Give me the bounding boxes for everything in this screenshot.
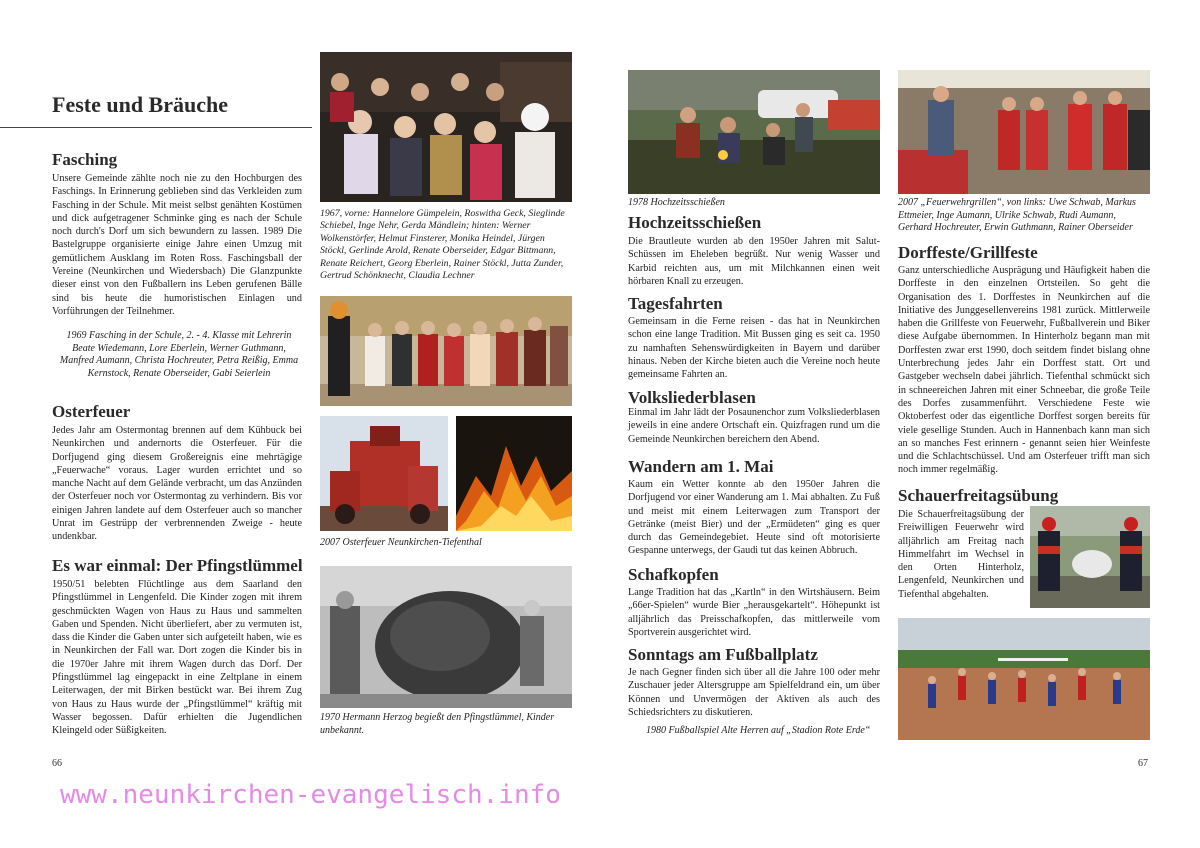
- caption-pfingstluemmel: 1970 Hermann Herzog begießt den Pfingstlümmel, Kinder unbekannt.: [320, 712, 555, 736]
- photo-fasching-1969: [320, 296, 572, 406]
- heading-hochzeitsschiessen: Hochzeitsschießen: [628, 213, 762, 232]
- heading-wandern: Wandern am 1. Mai: [628, 457, 774, 476]
- heading-osterfeuer: Osterfeuer: [52, 402, 131, 421]
- text-schafkopfen: Lange Tradition hat das „Kartln“ in den Wirtshäusern. Beim „66er-Spielen“ wurde Bier „herausgekartelt“. Höhepunkt ist alljährlich das Preisschafkopfen, das mittlerweile vom Sportverein ausgerichtet wird.: [628, 587, 880, 638]
- caption-osterfeuer: 2007 Osterfeuer Neunkirchen-Tiefenthal: [320, 537, 482, 548]
- heading-schauerfreitag: Schauerfreitagsübung: [898, 486, 1059, 505]
- page-number-left: 66: [52, 758, 62, 769]
- text-schauerfreitag: Die Schauerfreitagsübung der Freiwilligen Feuerwehr wird alljährlich am Freitag nach Himmelfahrt im Wechsel in den Orten Hinterholz, Lengenfeld, Neunkirchen und Tiefenthal abgehalten.: [898, 509, 1024, 600]
- page-title: Feste und Bräuche: [52, 92, 228, 117]
- photo-pfingstluemmel: [320, 566, 572, 708]
- text-fussballplatz: Je nach Gegner finden sich über all die Jahre 100 oder mehr Zuschauer jeder Altersgruppe am Spielfeldrand ein, um über Können und Unvermögen der Aktiven als auch des Schiedsrichters zu diskutieren.: [628, 667, 880, 718]
- caption-fasching-1969: 1969 Fasching in der Schule, 2. - 4. Klasse mit Lehrerin Beate Wiedemann, Lore Eberlein, Werner Guthmann, Manfred Aumann, Christa Hochreuter, Petra Reißig, Emma Kernstock, Renate Oberseider, Gabi Seierlein: [59, 330, 299, 379]
- caption-feuerwehrgrillen: 2007 „Feuerwehrgrillen“, von links: Uwe Schwab, Markus Ettmeier, Inge Aumann, Ulrike Schwab, Rudi Aumann, Gerhard Hochreuter, Erwin Guthmann, Rainer Oberseider: [898, 197, 1136, 233]
- photo-osterfeuer-bagger: [320, 416, 448, 531]
- caption-fussballplatz: 1980 Fußballspiel Alte Herren auf „Stadion Rote Erde“: [646, 725, 871, 736]
- photo-feuerwehrgrillen: [898, 70, 1150, 194]
- text-volksliederblasen: Einmal im Jahr lädt der Posaunenchor zum Volksliederblasen jeweils in eine andere Ortschaft ein. Quizfragen rund um die Gemeinde Neunkirchen bereichern den Abend.: [628, 407, 880, 445]
- photo-hochzeitsschiessen: [628, 70, 880, 194]
- text-dorffeste: Ganz unterschiedliche Ausprägung und Häufigkeit haben die Dorffeste in den einzelnen Ortsteilen. So geht die Organisation des 1. Dorffestes in Neunkirchen auf die Initiative des Junggesellenvereins 1981 zurück. Mittlerweile haben die Grillfeste von Feuerwehr, Fußballverein und Biker diese Aufgabe übernommen. In Hinterholz begann man mit Dorffesten zwar erst 1990, doch seitdem findet bislang ohne Unterbrechung jedes Jahr ein Dorffest statt. Ort und Gastgeber wechseln dabei jährlich. Tiefenthal schmückt sich in schneereichen Jahren mit einer Schneebar, die große Teile des Dorfes zusammenführt. Verschiedene Feste wie Oktoberfest oder das eigentliche Dorffest sorgen bereits für viele gesellige Stunden. Auch in Hannenbach kann man sich an so manches Fest erinnern - genannt seien hier Weinfeste und die Schlachtschüssel. Und am Osterfeuer trifft man sich noch immer regelmäßig.: [898, 265, 1150, 476]
- text-fasching: Unsere Gemeinde zählte noch nie zu den Hochburgen des Faschings. In Erinnerung geblieben sind das Verkleiden zum Fasching in der Schule. Mit meist selbst genähten Kostümen und dick aufgetragener Schminke ging es nach der Schule noch durch's Dorf um sich bewundern zu lassen. 1989 Die Bastelgruppe organisierte einige Jahre einen Umzug mit gemütlichem Ausklang im Roten Ross. Faschingsball der Vereine (Neunkirchen und Wiedersbach) Die Glanzpunkte dieser einst von den Fußballern ins Leben gerufenen Bälle sind bis heute die humoristischen Einlagen und Vorführungen der Teilnehmer.: [52, 173, 302, 317]
- watermark-url: www.neunkirchen-evangelisch.info: [60, 780, 561, 810]
- right-page: [600, 0, 1200, 848]
- caption-hochzeitsschiessen: 1978 Hochzeitsschießen: [628, 197, 725, 208]
- text-tagesfahrten: Gemeinsam in die Ferne reisen - das hat in Neunkirchen schon eine lange Tradition. Mit Bussen ging es seit ca. 1950 zu namhaften Sehenswürdigkeiten in Bayern und darüber hinaus. Neben der Kirche bieten auch die Vereine noch heute gemeinsame Fahrten an.: [628, 316, 880, 381]
- photo-schauerfreitag: [1030, 506, 1150, 608]
- photo-fussballspiel: [898, 618, 1150, 740]
- caption-fasching-1967: 1967, vorne: Hannelore Gümpelein, Roswitha Geck, Sieglinde Schiebel, Inge Nehr, Gerda Mändlein; hinten: Werner Wolkenstörfer, Helmut Finsterer, Monika Heindel, Jürgen Stöckl, Gerlinde Arold, Renate Oberseider, Edgar Bittmann, Renate Reichert, Georg Eberlein, Rainer Stöckl, Jutta Zunder, Gertrud Schönknecht, Claudia Lechner: [320, 208, 565, 282]
- text-hochzeitsschiessen: Die Brautleute wurden ab den 1950er Jahren mit Salut-Schüssen im Eheleben begrüßt. Nur wenig Wasser und Karbid reichten aus, um mit Milchkannen einen weit hörbaren Knall zu erzeugen.: [628, 236, 880, 287]
- heading-pfingstluemmel: Es war einmal: Der Pfingstlümmel: [52, 556, 303, 575]
- heading-tagesfahrten: Tagesfahrten: [628, 294, 723, 313]
- text-pfingstluemmel: 1950/51 belebten Flüchtlinge aus dem Saarland den Pfingstlümmel in Lengenfeld. Die Kinder zogen mit ihrem geschmückten Wagen von Haus zu Haus und sammelten Gaben und Spenden. Nicht überliefert, aber zu vermuten ist, dass die Kinder die Gaben unter sich aufgeteilt haben, wie es in Neunkirchen der Fall war. Dort zogen die Kinder bis in die 1970er Jahre mit ihrem Wagen durch das Dorf. Der Pfingstlümmel lag eingepackt in eine Zeltplane in einem Leiterwagen, der mit Birken bestückt war. Bei ihrem Zug von Haus zu Haus wurde der „Pfingstlümmel“ kräftig mit Wasser begossen. Dafür erhielten die Jugendlichen Kleingeld oder Süßigkeiten.: [52, 579, 302, 737]
- title-rule: [0, 127, 312, 128]
- text-osterfeuer: Jedes Jahr am Ostermontag brennen auf dem Kühbuck bei Neunkirchen und andernorts die Osterfeuer. Für die Dorfjugend ging diesem Großereignis eine mehrtägige „Feuerwache“ voraus. Lager wurden errichtet und so manche Nacht auf dem Gelände verbracht, um das Anzünden der Osterfeuer noch vor Ostermontag zu verhindern. Bis vor einigen Jahren landete auf dem Osterfeuer auch so mancher Unrat im Gestrüpp der verbrennenden Zweige - heute undenkbar.: [52, 425, 302, 543]
- heading-schafkopfen: Schafkopfen: [628, 565, 719, 584]
- heading-volksliederblasen: Volksliederblasen: [628, 388, 756, 407]
- heading-fasching: Fasching: [52, 150, 118, 169]
- photo-osterfeuer-flammen: [456, 416, 572, 531]
- heading-dorffeste: Dorffeste/Grillfeste: [898, 243, 1038, 262]
- photo-fasching-1967: [320, 52, 572, 202]
- text-wandern: Kaum ein Wetter konnte ab den 1950er Jahren die Dorfjugend vor einer Wanderung am 1. Mai abhalten. Zu Fuß und meist mit einem Leiterwagen zum Transport der Getränke (meist Bier) und der „Ermüdeten“ ging es quer durch das Gemeindegebiet. Heute sind oft motorisierte Gespanne unterwegs, der Gaudi tut das keinen Abbruch.: [628, 479, 880, 557]
- heading-fussballplatz: Sonntags am Fußballplatz: [628, 645, 818, 664]
- page-number-right: 67: [1138, 758, 1148, 769]
